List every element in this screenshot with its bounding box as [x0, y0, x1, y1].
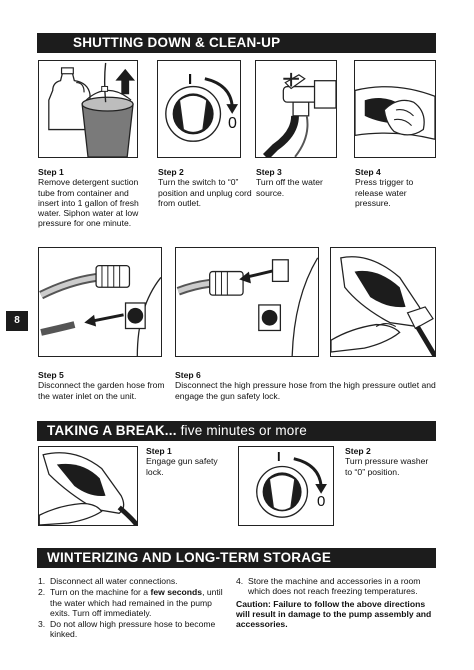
step-label: Step 4 [355, 167, 381, 177]
garden-hose-disconnect-image [39, 248, 161, 356]
step-description: Turn pressure washer to “0” position. [345, 456, 429, 477]
list-item-number: 3. [38, 619, 46, 630]
step-description: Remove detergent suction tube from container and insert into 1 gallon of fresh water. Siphon water at low pressure for one minute. [38, 177, 139, 229]
section-header-shutting-down [37, 33, 436, 53]
illustration-step-1 [38, 60, 138, 158]
step-label: Step 1 [38, 167, 64, 177]
power-dial-image [158, 61, 240, 157]
break-step-1-text [146, 446, 226, 477]
step-label: Step 5 [38, 370, 64, 380]
trigger-hand-image [355, 61, 435, 157]
step-label: Step 3 [256, 167, 282, 177]
caution-label: Caution: [236, 598, 271, 609]
illustration-break-step-1 [38, 446, 138, 526]
illustration-step-3 [255, 60, 337, 158]
storage-list-left [38, 576, 228, 641]
storage-list-right [236, 576, 436, 630]
caution-text: Failure to follow the above directions will result in damage to the pump assembly and accessories. [236, 598, 432, 630]
water-faucet-image [256, 61, 336, 157]
list-item [236, 576, 436, 597]
list-item-number: 2. [38, 587, 46, 598]
step-description: Disconnect the high pressure hose from the high pressure outlet and engage the gun safety lock. [175, 380, 436, 401]
step-description: Engage gun safety lock. [146, 456, 218, 477]
illustration-gun-lock [330, 247, 436, 357]
switch-mark-on: I [277, 449, 281, 464]
section-title: WINTERIZING AND LONG-TERM STORAGE [47, 550, 332, 565]
switch-mark-off: 0 [228, 115, 237, 132]
spray-gun-lock-image [39, 447, 137, 525]
list-item [38, 576, 228, 586]
power-dial-image [239, 447, 333, 525]
section-title: TAKING A BREAK... [47, 423, 177, 438]
section-header-winterizing [37, 548, 436, 568]
step-label: Step 2 [158, 167, 184, 177]
illustration-step-5 [38, 247, 162, 357]
step-3-text [256, 167, 342, 198]
list-item-text: , until the water which had remained in the pump exits. Turn off immediately. [50, 587, 223, 618]
pressure-hose-disconnect-image [176, 248, 318, 356]
illustration-step-4 [354, 60, 436, 158]
list-item [38, 587, 228, 618]
caution-note [236, 599, 436, 630]
list-item-text: Do not allow high pressure hose to become kinked. [50, 619, 216, 640]
list-item-number: 4. [236, 576, 244, 586]
list-item-text: Disconnect all water connections. [50, 576, 178, 586]
step-2-text [158, 167, 254, 208]
illustration-step-2 [157, 60, 241, 158]
step-description: Turn the switch to “0” position and unplug cord from outlet. [158, 177, 252, 208]
section-subtitle: five minutes or more [180, 423, 307, 438]
step-description: Turn off the water source. [256, 177, 323, 198]
list-item-text: Store the machine and accessories in a room which does not reach freezing temperatures. [248, 576, 421, 597]
step-5-text [38, 370, 166, 401]
step-description: Press trigger to release water pressure. [355, 177, 414, 208]
step-label: Step 6 [175, 370, 201, 380]
switch-mark-off: 0 [317, 493, 326, 510]
list-item-number: 1. [38, 576, 46, 586]
step-label: Step 2 [345, 446, 371, 456]
spray-gun-lock-image [331, 248, 435, 356]
step-6-text [175, 370, 437, 401]
step-description: Disconnect the garden hose from the water inlet on the unit. [38, 380, 165, 401]
list-item-emphasis: few seconds [150, 587, 203, 598]
section-header-taking-a-break [37, 421, 436, 441]
illustration-step-6 [175, 247, 319, 357]
step-1-text [38, 167, 144, 229]
page-number-tab: 8 [6, 311, 28, 331]
section-title: SHUTTING DOWN & CLEAN-UP [73, 35, 281, 50]
illustration-break-step-2 [238, 446, 334, 526]
step-4-text [355, 167, 437, 208]
list-item [38, 619, 228, 640]
jug-and-bucket-image [39, 61, 137, 157]
step-label: Step 1 [146, 446, 172, 456]
list-item-text: Turn on the machine for a [50, 587, 151, 598]
switch-mark-on: I [188, 71, 193, 88]
break-step-2-text [345, 446, 435, 477]
